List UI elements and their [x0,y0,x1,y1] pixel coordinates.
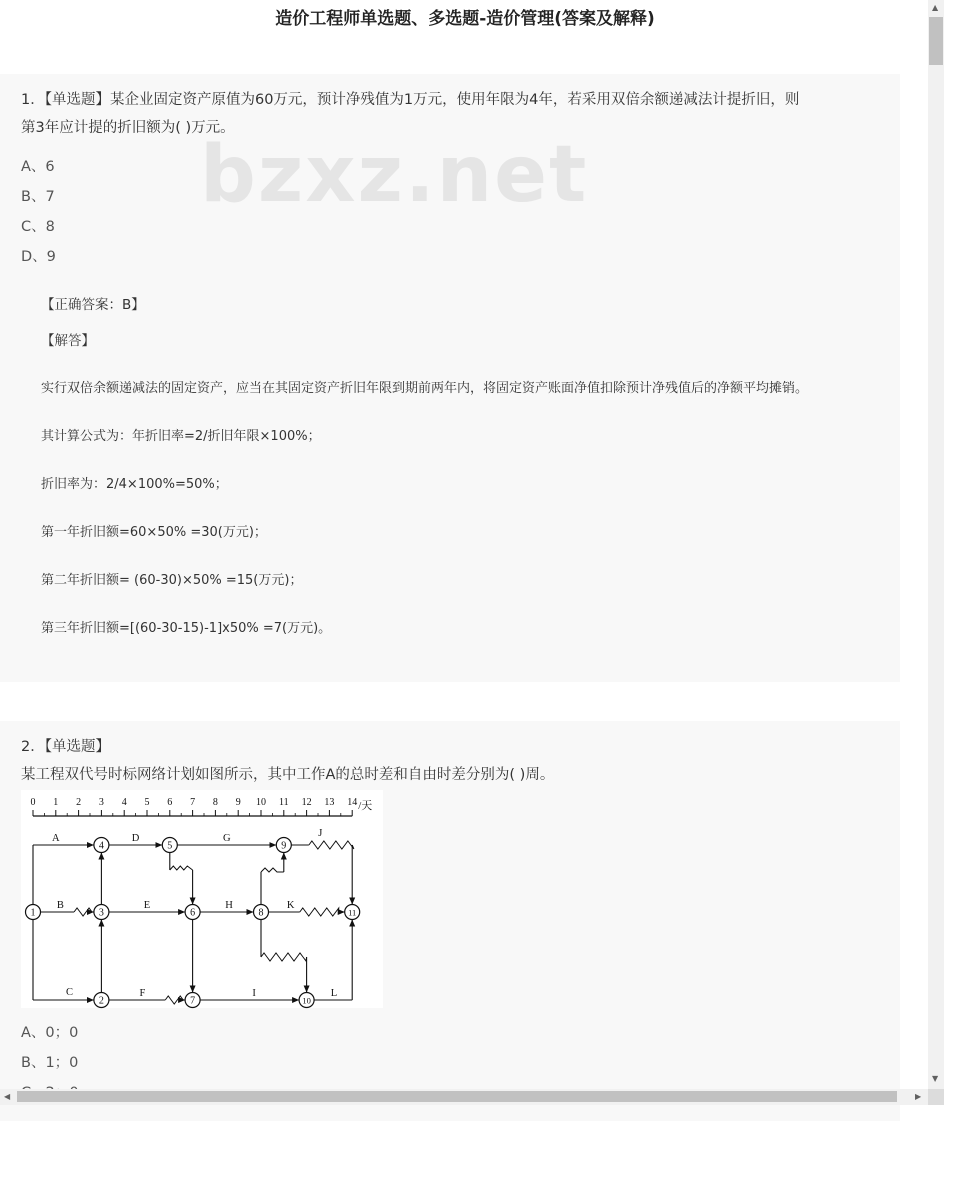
question-1-option-b[interactable]: B、7 [21,189,55,205]
scale-tick-label: 6 [167,797,173,808]
node-label: 2 [98,995,104,1007]
free-float-wave [170,866,193,870]
question-2-option-b[interactable]: B、1；0 [21,1055,79,1071]
analysis-label: 【解答】 [41,333,95,349]
scale-tick-label: 8 [212,797,218,808]
activity-label: J [318,828,323,839]
activity-label: I [252,988,256,999]
scale-tick-label: 10 [256,797,266,808]
activity-label: H [225,900,233,911]
scale-tick-label: 7 [190,797,196,808]
scrollbar-corner [928,1089,944,1105]
node-label: 11 [348,907,357,918]
node-label: 6 [190,907,196,919]
explanation-line: 第二年折旧额= (60-30)×50% =15(万元)； [41,573,303,588]
free-float-wave [309,841,354,849]
activity-label: F [139,988,146,999]
explanation-line: 其计算公式为：年折旧率=2/折旧年限×100%； [41,429,321,444]
scale-tick-label: 4 [121,797,127,808]
free-float-wave [165,996,183,1004]
question-2-type: 2．【单选题】 [21,739,110,755]
activity-label: K [286,900,295,911]
horizontal-scroll-thumb[interactable] [17,1091,897,1102]
question-2-option-a[interactable]: A、0；0 [21,1025,79,1041]
scroll-right-icon[interactable]: ▶ [915,1092,922,1101]
free-float-wave [261,868,284,872]
activity-label: A [52,833,60,844]
node-label: 5 [167,840,173,852]
vertical-scroll-thumb[interactable] [929,17,943,65]
question-1-stem: 1．【单选题】某企业固定资产原值为60万元，预计净残值为1万元，使用年限为4年，若采用双倍余额递减法计提折旧，则 第3年应计提的折旧额为( )万元。 [21,92,800,136]
network-edges [30,841,357,1004]
scroll-down-icon[interactable]: ▼ [932,1074,939,1083]
scale-unit: /天 [358,800,373,812]
scale-tick-label: 12 [301,797,312,808]
explanation-line: 折旧率为：2/4×100%=50%； [41,477,228,492]
scale-tick-label: 13 [324,797,335,808]
activity-label: E [143,900,151,911]
scale-tick-label: 3 [98,797,104,808]
network-plan-diagram [21,790,383,1008]
scale-tick-label: 1 [53,797,59,808]
node-label: 8 [258,907,264,919]
scroll-left-icon[interactable]: ◀ [4,1092,11,1101]
question-1-option-a[interactable]: A、6 [21,159,55,175]
node-label: 9 [281,840,287,852]
scroll-up-icon[interactable]: ▲ [932,3,939,12]
activity-label: B [56,900,64,911]
scale-tick-label: 0 [30,797,36,808]
watermark: bzxz.net [200,130,589,220]
activity-label: G [223,833,231,844]
node-label: 10 [302,995,311,1006]
scale-tick-label: 9 [235,797,241,808]
scale-tick-label: 14 [347,797,358,808]
question-2-stem: 某工程双代号时标网络计划如图所示，其中工作A的总时差和自由时差分别为( )周。 [21,767,555,783]
node-label: 3 [98,907,104,919]
free-float-wave [74,908,92,916]
activity-label: L [330,988,338,999]
question-1-option-d[interactable]: D、9 [21,249,56,265]
question-1-type: 1．【单选题】 [21,92,110,108]
free-float-wave [300,908,339,916]
page-title: 造价工程师单选题、多选题-造价管理(答案及解释) [275,9,655,29]
explanation-line: 第三年折旧额=[(60-30-15)-1]x50% =7(万元)。 [41,621,332,636]
node-label: 1 [30,907,36,919]
explanation-line: 实行双倍余额递减法的固定资产，应当在其固定资产折旧年限到期前两年内，将固定资产账面净值扣除预计净残值后的净额平均摊销。 [41,381,809,396]
time-scale [31,797,373,816]
node-label: 4 [98,840,104,852]
scale-tick-label: 11 [278,797,289,808]
explanation-line: 第一年折旧额=60×50% =30(万元)； [41,525,267,540]
question-1-option-c[interactable]: C、8 [21,219,55,235]
activity-label: C [65,987,73,998]
activity-label: D [131,833,140,844]
scale-tick-label: 2 [76,797,82,808]
scale-tick-label: 5 [144,797,150,808]
node-label: 7 [190,995,196,1007]
vertical-scrollbar[interactable] [928,0,944,1089]
free-float-wave [261,953,307,961]
correct-answer: 【正确答案：B】 [41,297,145,313]
